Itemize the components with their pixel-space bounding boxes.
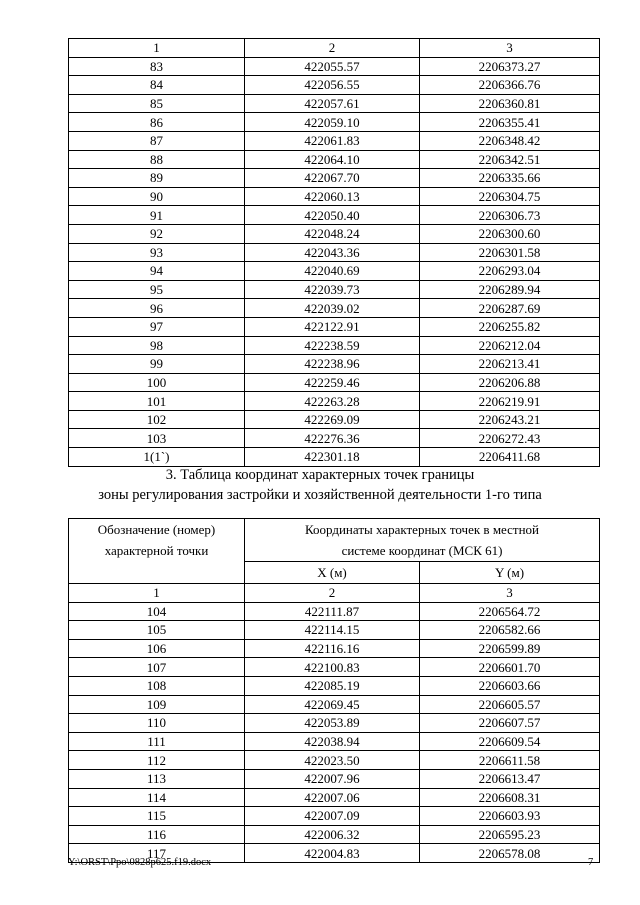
- y-coordinate-cell: 2206564.72: [420, 602, 600, 621]
- y-coordinate-cell: 2206348.42: [420, 131, 600, 150]
- point-number-cell: 101: [69, 392, 245, 411]
- x-coordinate-cell: 422064.10: [245, 150, 420, 169]
- table-row: [69, 224, 600, 243]
- y-coordinate-cell: 2206219.91: [420, 392, 600, 411]
- coordinates-table-zone: [68, 518, 600, 863]
- point-number-cell: 97: [69, 317, 245, 336]
- point-number-cell: 108: [69, 676, 245, 695]
- table-row: [69, 150, 600, 169]
- y-coordinate-cell: 2206582.66: [420, 621, 600, 640]
- column-number-2: 2: [245, 39, 420, 58]
- x-coordinate-cell: 422007.96: [245, 769, 420, 788]
- x-coordinate-cell: 422276.36: [245, 429, 420, 448]
- point-number-cell: 100: [69, 373, 245, 392]
- y-coordinate-cell: 2206213.41: [420, 355, 600, 374]
- table-row: [69, 57, 600, 76]
- x-coordinate-cell: 422050.40: [245, 206, 420, 225]
- point-number-cell: 114: [69, 788, 245, 807]
- y-coordinate-cell: 2206289.94: [420, 280, 600, 299]
- x-coordinate-cell: 422238.59: [245, 336, 420, 355]
- point-number-cell: 116: [69, 825, 245, 844]
- y-coordinate-cell: 2206300.60: [420, 224, 600, 243]
- x-coordinate-cell: 422100.83: [245, 658, 420, 677]
- x-coordinate-cell: 422060.13: [245, 187, 420, 206]
- y-coordinate-cell: 2206360.81: [420, 94, 600, 113]
- point-number-cell: 113: [69, 769, 245, 788]
- x-coordinate-cell: 422238.96: [245, 355, 420, 374]
- x-coordinate-cell: 422122.91: [245, 317, 420, 336]
- point-number-cell: 107: [69, 658, 245, 677]
- point-number-cell: 104: [69, 602, 245, 621]
- point-number-cell: 105: [69, 621, 245, 640]
- x-coordinate-cell: 422111.87: [245, 602, 420, 621]
- y-coordinate-cell: 2206293.04: [420, 262, 600, 281]
- table-row: [69, 336, 600, 355]
- x-coordinate-cell: 422301.18: [245, 448, 420, 467]
- x-coordinate-cell: 422067.70: [245, 169, 420, 188]
- y-coordinate-cell: 2206595.23: [420, 825, 600, 844]
- point-number-cell: 1(1`): [69, 448, 245, 467]
- y-coordinate-cell: 2206306.73: [420, 206, 600, 225]
- x-coordinate-cell: 422053.89: [245, 714, 420, 733]
- table-row: [69, 695, 600, 714]
- x-coordinate-cell: 422263.28: [245, 392, 420, 411]
- point-number-cell: 111: [69, 732, 245, 751]
- x-coordinate-cell: 422040.69: [245, 262, 420, 281]
- x-coordinate-cell: 422039.73: [245, 280, 420, 299]
- x-coordinate-cell: 422038.94: [245, 732, 420, 751]
- coordinates-header: Координаты характерных точек в местной системе координат (МСК 61): [245, 519, 600, 562]
- x-coordinate-cell: 422004.83: [245, 844, 420, 863]
- point-number-cell: 90: [69, 187, 245, 206]
- table-row: [69, 825, 600, 844]
- y-coordinate-cell: 2206607.57: [420, 714, 600, 733]
- table-row: [69, 807, 600, 826]
- table-row: [69, 76, 600, 95]
- x-coordinate-cell: 422059.10: [245, 113, 420, 132]
- point-number-cell: 94: [69, 262, 245, 281]
- section-title-line2: зоны регулирования застройки и хозяйственной деятельности 1-го типа: [98, 487, 542, 503]
- table-row: [69, 355, 600, 374]
- table-row: [69, 602, 600, 621]
- column-number-3: 3: [420, 39, 600, 58]
- point-number-cell: 110: [69, 714, 245, 733]
- point-number-cell: 91: [69, 206, 245, 225]
- footer-file-path: Y:\ORST\Ppo\0828p625.f19.docx: [68, 857, 212, 868]
- point-number-cell: 106: [69, 639, 245, 658]
- point-number-cell: 83: [69, 57, 245, 76]
- x-coordinate-cell: 422085.19: [245, 676, 420, 695]
- y-coordinate-cell: 2206613.47: [420, 769, 600, 788]
- column-number-2: 2: [245, 584, 420, 603]
- x-coordinate-cell: 422069.45: [245, 695, 420, 714]
- y-coordinate-cell: 2206373.27: [420, 57, 600, 76]
- x-coordinate-cell: 422039.02: [245, 299, 420, 318]
- y-coordinate-cell: 2206608.31: [420, 788, 600, 807]
- point-number-cell: 89: [69, 169, 245, 188]
- table-header-row: [69, 39, 600, 58]
- point-number-cell: 87: [69, 131, 245, 150]
- y-coordinate-cell: 2206611.58: [420, 751, 600, 770]
- table-number-row: [69, 584, 600, 603]
- table-row: [69, 448, 600, 467]
- table-row: [69, 262, 600, 281]
- x-coordinate-cell: 422056.55: [245, 76, 420, 95]
- y-coordinate-cell: 2206212.04: [420, 336, 600, 355]
- column-number-1: 1: [69, 39, 245, 58]
- table-row: [69, 621, 600, 640]
- x-coordinate-cell: 422055.57: [245, 57, 420, 76]
- y-coordinate-cell: 2206599.89: [420, 639, 600, 658]
- x-coordinate-cell: 422043.36: [245, 243, 420, 262]
- point-number-cell: 88: [69, 150, 245, 169]
- column-number-1: 1: [69, 584, 245, 603]
- table-row: [69, 392, 600, 411]
- point-number-cell: 84: [69, 76, 245, 95]
- y-coordinate-cell: 2206287.69: [420, 299, 600, 318]
- y-coordinate-cell: 2206301.58: [420, 243, 600, 262]
- table-row: [69, 317, 600, 336]
- x-coordinate-cell: 422116.16: [245, 639, 420, 658]
- table-header-row: [69, 519, 600, 562]
- y-coordinate-cell: 2206304.75: [420, 187, 600, 206]
- point-number-cell: 112: [69, 751, 245, 770]
- point-designation-header: Обозначение (номер) характерной точки: [69, 519, 245, 584]
- y-coordinate-cell: 2206342.51: [420, 150, 600, 169]
- x-coordinate-cell: 422057.61: [245, 94, 420, 113]
- point-number-cell: 95: [69, 280, 245, 299]
- x-coordinate-cell: 422061.83: [245, 131, 420, 150]
- table-row: [69, 280, 600, 299]
- point-number-cell: 85: [69, 94, 245, 113]
- point-number-cell: 93: [69, 243, 245, 262]
- y-coordinate-cell: 2206206.88: [420, 373, 600, 392]
- table-row: [69, 639, 600, 658]
- x-header: X (м): [245, 562, 420, 584]
- point-number-cell: 86: [69, 113, 245, 132]
- y-coordinate-cell: 2206605.57: [420, 695, 600, 714]
- table-row: [69, 714, 600, 733]
- y-coordinate-cell: 2206335.66: [420, 169, 600, 188]
- table-row: [69, 169, 600, 188]
- point-number-cell: 92: [69, 224, 245, 243]
- coordinates-table-continued: [68, 38, 600, 467]
- x-coordinate-cell: 422048.24: [245, 224, 420, 243]
- point-number-cell: 103: [69, 429, 245, 448]
- y-coordinate-cell: 2206272.43: [420, 429, 600, 448]
- y-header: Y (м): [420, 562, 600, 584]
- x-coordinate-cell: 422007.09: [245, 807, 420, 826]
- y-coordinate-cell: 2206255.82: [420, 317, 600, 336]
- y-coordinate-cell: 2206243.21: [420, 410, 600, 429]
- y-coordinate-cell: 2206578.08: [420, 844, 600, 863]
- table-row: [69, 676, 600, 695]
- table-row: [69, 658, 600, 677]
- table-row: [69, 94, 600, 113]
- y-coordinate-cell: 2206355.41: [420, 113, 600, 132]
- table-row: [69, 299, 600, 318]
- column-number-3: 3: [420, 584, 600, 603]
- table-row: [69, 187, 600, 206]
- table-row: [69, 131, 600, 150]
- y-coordinate-cell: 2206603.66: [420, 676, 600, 695]
- table-row: [69, 373, 600, 392]
- page-number: 7: [588, 857, 594, 868]
- y-coordinate-cell: 2206411.68: [420, 448, 600, 467]
- table-row: [69, 243, 600, 262]
- y-coordinate-cell: 2206603.93: [420, 807, 600, 826]
- x-coordinate-cell: 422023.50: [245, 751, 420, 770]
- y-coordinate-cell: 2206609.54: [420, 732, 600, 751]
- x-coordinate-cell: 422007.06: [245, 788, 420, 807]
- table-row: [69, 769, 600, 788]
- x-coordinate-cell: 422269.09: [245, 410, 420, 429]
- section-title-line1: 3. Таблица координат характерных точек границы: [165, 467, 475, 483]
- table-row: [69, 751, 600, 770]
- y-coordinate-cell: 2206366.76: [420, 76, 600, 95]
- table-row: [69, 429, 600, 448]
- point-number-cell: 115: [69, 807, 245, 826]
- table-row: [69, 732, 600, 751]
- point-number-cell: 117: [69, 844, 245, 863]
- point-number-cell: 102: [69, 410, 245, 429]
- table-row: [69, 113, 600, 132]
- point-number-cell: 98: [69, 336, 245, 355]
- point-number-cell: 109: [69, 695, 245, 714]
- table-row: [69, 410, 600, 429]
- y-coordinate-cell: 2206601.70: [420, 658, 600, 677]
- table-row: [69, 788, 600, 807]
- point-number-cell: 99: [69, 355, 245, 374]
- x-coordinate-cell: 422259.46: [245, 373, 420, 392]
- table-row: [69, 206, 600, 225]
- x-coordinate-cell: 422006.32: [245, 825, 420, 844]
- point-number-cell: 96: [69, 299, 245, 318]
- x-coordinate-cell: 422114.15: [245, 621, 420, 640]
